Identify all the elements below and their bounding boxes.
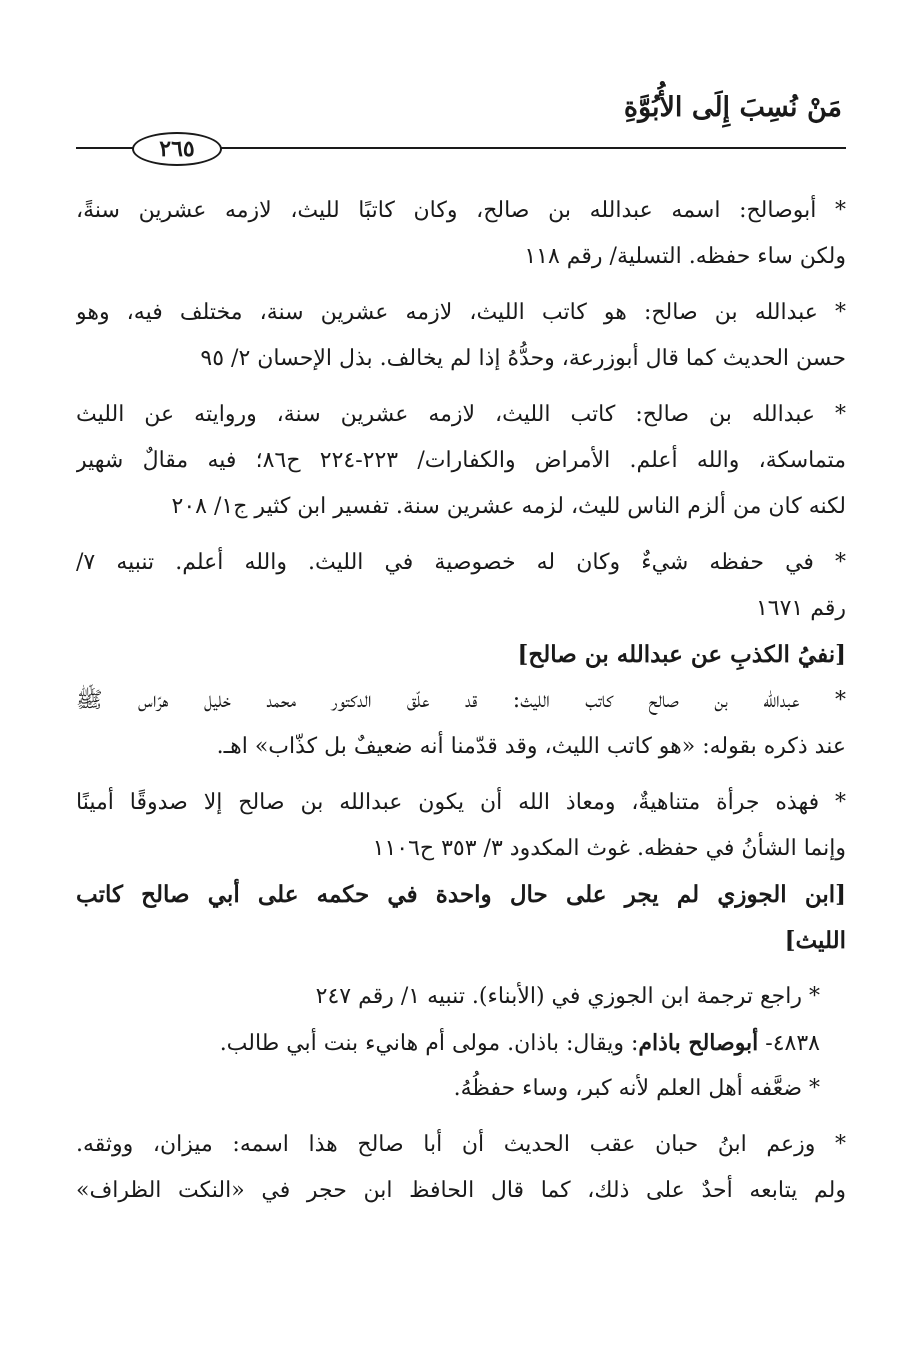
entry xyxy=(76,1020,846,1066)
text-line: * عبدالله بن صالح: هو كاتب الليث، لازمه عشرين سنة، مختلف فيه، وهو xyxy=(76,300,846,325)
running-title: مَنْ نُسِبَ إِلَى الأُبُوَّةِ xyxy=(623,92,842,123)
paragraph xyxy=(76,290,846,382)
paragraph xyxy=(76,1122,846,1214)
text-line: وإنما الشأنُ في حفظه. غوث المكدود ٣/ ٣٥٣ ح١١٠٦ xyxy=(372,836,846,861)
paragraph xyxy=(76,974,846,1020)
heading-line: [ابن الجوزي لم يجر على حال واحدة في حكمه على أبي صالح كاتب xyxy=(76,881,846,908)
entry-number: ٤٨٣٨- xyxy=(758,1031,820,1056)
text-line: * عبدالله بن صالح كاتب الليث: قد علّق الدكتور محمد خليل هرّاس ﷺ xyxy=(76,688,846,713)
paragraph xyxy=(76,540,846,632)
text-line: حسن الحديث كما قال أبوزرعة، وحدُّهُ إذا لم يخالف. بذل الإحسان ٢/ ٩٥ xyxy=(200,346,846,371)
text-line: * فهذه جرأة متناهيةٌ، ومعاذ الله أن يكون عبدالله بن صالح إلا صدوقًا أمينًا xyxy=(76,790,846,815)
paragraph xyxy=(76,678,846,770)
text-line: لكنه كان من ألزم الناس لليث، لزمه عشرين سنة. تفسير ابن كثير ج١/ ٢٠٨ xyxy=(171,494,846,519)
text-line: ولكن ساء حفظه. التسلية/ رقم ١١٨ xyxy=(524,244,846,269)
paragraph xyxy=(76,392,846,530)
section-heading xyxy=(76,872,846,964)
text-line: * في حفظه شيءٌ وكان له خصوصية في الليث. والله أعلم. تنبيه ٧/ xyxy=(76,550,846,575)
paragraph xyxy=(76,780,846,872)
text-line: عند ذكره بقوله: «هو كاتب الليث، وقد قدّمنا أنه ضعيفٌ بل كذّاب» اهـ. xyxy=(216,734,846,759)
page-number: ٢٦٥ xyxy=(132,132,222,166)
text-line: * عبدالله بن صالح: كاتب الليث، لازمه عشرين سنة، وروايته عن الليث xyxy=(76,402,846,427)
text-line: * راجع ترجمة ابن الجوزي في (الأبناء). تنبيه ١/ رقم ٢٤٧ xyxy=(315,984,820,1009)
entry-text: : ويقال: باذان. مولى أم هانيء بنت أبي طالب. xyxy=(219,1031,639,1056)
paragraph xyxy=(76,1066,846,1112)
entry-line xyxy=(76,1020,820,1066)
entry-name: أبوصالح باذام xyxy=(638,1030,759,1056)
text-line: ولم يتابعه أحدٌ على ذلك، كما قال الحافظ ابن حجر في «النكت الظراف» xyxy=(76,1178,846,1203)
text-line: * أبوصالح: اسمه عبدالله بن صالح، وكان كاتبًا لليث، لازمه عشرين سنةً، xyxy=(76,198,846,223)
text-line: * وزعم ابنُ حبان عقب الحديث أن أبا صالح هذا اسمه: ميزان، ووثقه. xyxy=(76,1132,846,1157)
text-line: * ضعَّفه أهل العلم لأنه كبر، وساء حفظُهُ. xyxy=(453,1076,820,1101)
heading-line: الليث] xyxy=(784,927,846,954)
section-heading xyxy=(76,632,846,678)
heading-line: [نفيُ الكذبِ عن عبدالله بن صالح] xyxy=(517,641,846,668)
text-line: متماسكة، والله أعلم. الأمراض والكفارات/ ٢٢٣-٢٢٤ ح٨٦؛ فيه مقالٌ شهير xyxy=(76,448,846,473)
body-text xyxy=(76,188,846,1214)
paragraph xyxy=(76,188,846,280)
text-line: رقم ١٦٧١ xyxy=(755,596,846,621)
